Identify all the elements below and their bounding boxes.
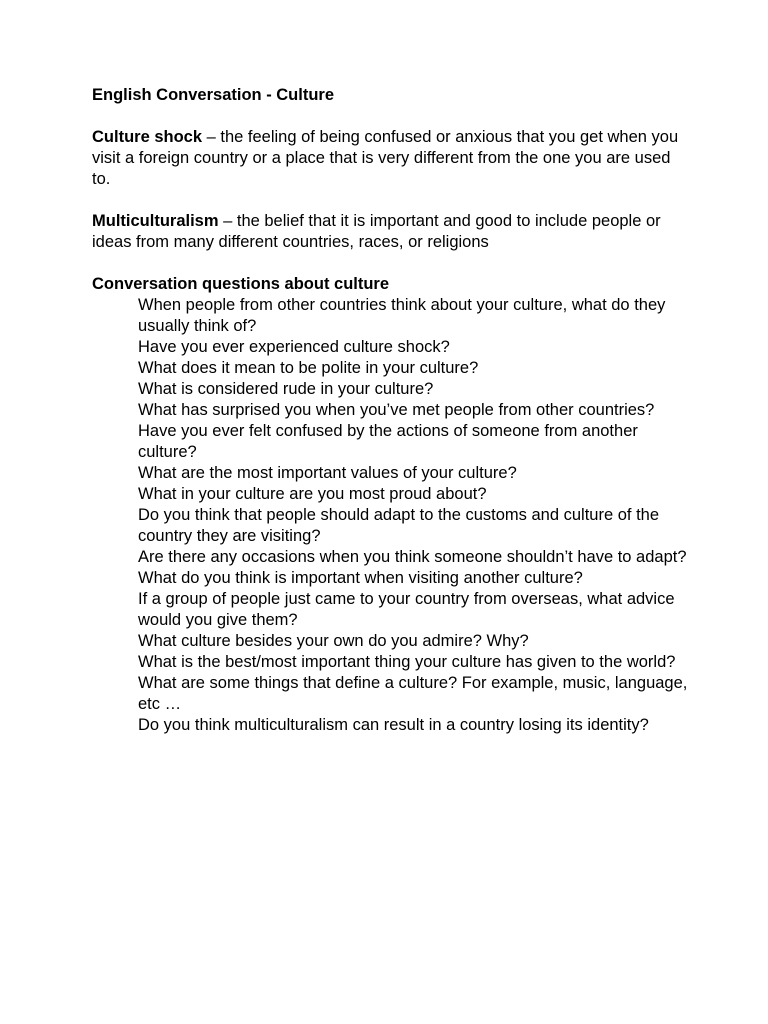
question-list <box>92 295 692 736</box>
question-item: Have you ever felt confused by the actions of someone from another culture? <box>138 422 638 461</box>
question-item: Do you think that people should adapt to the customs and culture of the country they are visiting? <box>138 506 660 545</box>
definition-culture-shock <box>92 127 692 190</box>
definition-text: – the feeling of being confused or anxious that you get when you visit a foreign country or a place that is very different from the one you are used to. <box>92 128 679 188</box>
question-item: If a group of people just came to your country from overseas, what advice would you give them? <box>138 590 675 629</box>
question-item: Are there any occasions when you think someone shouldn’t have to adapt? <box>138 548 687 566</box>
definition-multiculturalism <box>92 211 692 253</box>
document-title: English Conversation - Culture <box>92 86 335 104</box>
question-item: What is the best/most important thing your culture has given to the world? <box>138 653 676 671</box>
question-item: Do you think multiculturalism can result in a country losing its identity? <box>138 716 649 734</box>
question-item: What culture besides your own do you admire? Why? <box>138 632 529 650</box>
question-item: What in your culture are you most proud about? <box>138 485 487 503</box>
question-item: When people from other countries think about your culture, what do they usually think of? <box>138 296 666 335</box>
question-item: What do you think is important when visiting another culture? <box>138 569 583 587</box>
questions-heading: Conversation questions about culture <box>92 275 390 293</box>
definition-term: Multiculturalism <box>92 212 219 230</box>
definition-term: Culture shock <box>92 128 203 146</box>
definition-text: – the belief that it is important and good to include people or ideas from many different countries, races, or religions <box>92 212 661 251</box>
question-item: Have you ever experienced culture shock? <box>138 338 450 356</box>
question-item: What has surprised you when you’ve met people from other countries? <box>138 401 655 419</box>
document-content <box>92 85 692 736</box>
question-item: What are the most important values of your culture? <box>138 464 517 482</box>
question-item: What is considered rude in your culture? <box>138 380 434 398</box>
question-item: What are some things that define a culture? For example, music, language, etc … <box>138 674 688 713</box>
question-item: What does it mean to be polite in your culture? <box>138 359 479 377</box>
